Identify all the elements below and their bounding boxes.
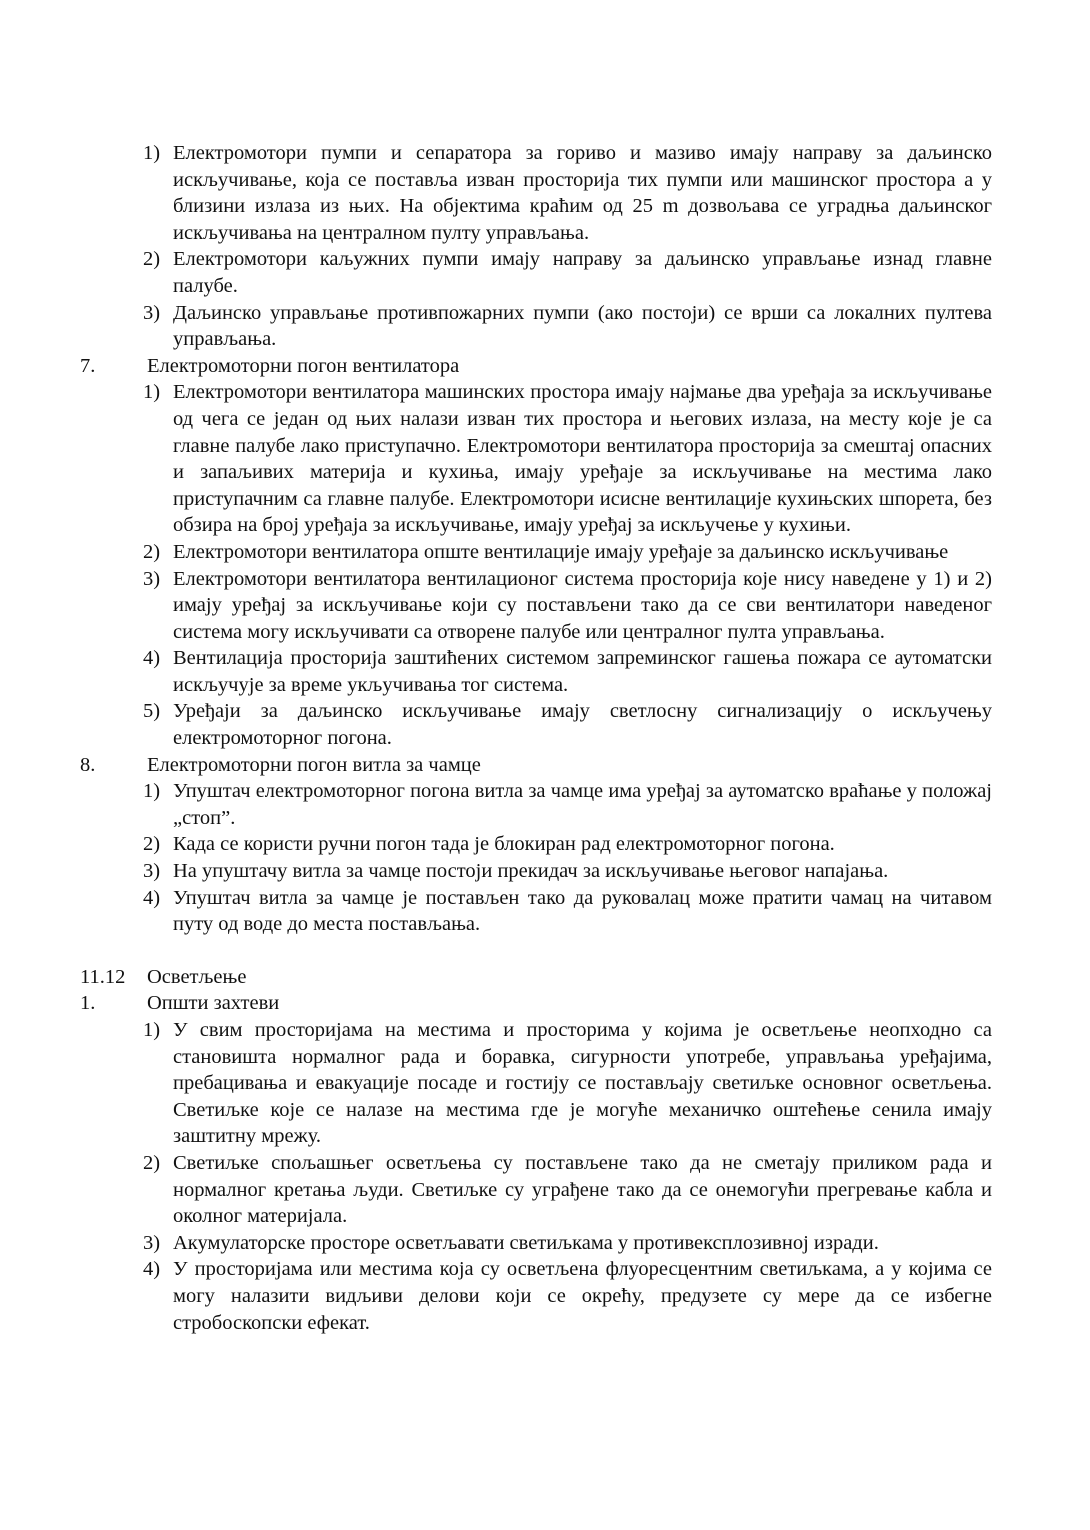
item-text: Електромотори пумпи и сепаратора за гориво и мазиво имају направу за даљинско искључивање, која се поставља изван просторија тих пумпи или машинског простора а у близини излаза из њих. На објектима краћим од 25 m дозвољава се уградња даљинског искључивања на централном пулту управљања. <box>173 142 992 244</box>
item-number: 4) <box>143 1258 161 1281</box>
item-number: 3) <box>143 567 161 590</box>
list-item <box>143 379 992 539</box>
item-text: На упуштачу витла за чамце постоји прекидач за искључивање његовог напајања. <box>173 860 889 883</box>
list-item <box>143 858 992 885</box>
document-page <box>0 140 1090 1336</box>
item-text: Упуштач електромоторног погона витла за чамце има уређај за аутоматско враћање у положај „стоп”. <box>173 780 992 829</box>
item-number: 3) <box>143 301 161 324</box>
item-number: 2) <box>143 540 161 563</box>
section-title: Општи захтеви <box>147 992 280 1015</box>
list-item <box>143 778 992 831</box>
item-number: 4) <box>143 886 161 909</box>
item-number: 1) <box>143 381 161 404</box>
section-heading <box>0 353 1090 380</box>
item-number: 1) <box>143 142 161 164</box>
item-text: Електромотори вентилатора опште вентилације имају уређаје за даљинско искључивање <box>173 540 949 563</box>
chapter-heading <box>0 964 1090 991</box>
item-number: 2) <box>143 833 161 856</box>
list-item <box>143 885 992 938</box>
chapter-number: 11.12 <box>80 965 126 988</box>
item-text: Електромотори вентилатора вентилационог система просторија које нису наведене у 1) и 2) имају уређај за искључивање који су постављени тако да се сви вентилатори наведеног система могу искључивати са отворене палубе или централног пулта управљања. <box>173 567 992 643</box>
item-text: Светиљке спољашњег осветљења су постављене тако да не сметају приликом рада и нормалног кретања људи. Светиљке су уграђене тако да се онемогући прегревање кабла и околног материјала. <box>173 1151 992 1228</box>
section-number: 8. <box>80 753 96 776</box>
list-item <box>143 1256 992 1336</box>
item-text: Електромотори вентилатора машинских простора имају најмање два уређаја за искључивање од чега се један од њих налази изван тих простора и његових излаза, на месту које је са главне палубе лако приступачно. Електромотори вентилатора просторија за смештај опасних и запаљивих материја и кухиња, имају уређаје за искључивање на местима лако приступачним са главне палубе. Електромотори исисне вентилације кухињских шпорета, без обзира на број уређаја за искључивање, имају уређај за искључење у кухињи. <box>173 381 992 537</box>
list-item <box>143 539 992 566</box>
item-number: 2) <box>143 1151 161 1174</box>
item-text: Даљинско управљање противпожарних пумпи (ако постоји) се врши са локалних пултева управљања. <box>173 301 992 351</box>
list-item <box>143 300 992 353</box>
item-number: 3) <box>143 860 161 883</box>
section-title: Електромоторни погон вентилатора <box>147 354 460 377</box>
list-item <box>143 698 992 751</box>
item-text: Упуштач витла за чамце је постављен тако да руковалац може пратити чамац на читавом путу од воде до места постављања. <box>173 886 992 936</box>
item-text: Вентилација просторија заштићених системом запреминског гашења пожара се аутоматски искључује за време укључивања тог система. <box>173 647 992 696</box>
item-text: Електромотори каљужних пумпи имају направу за даљинско управљање изнад главне палубе. <box>173 248 992 297</box>
chapter-title: Осветљење <box>147 965 247 988</box>
item-number: 2) <box>143 248 161 271</box>
list-item <box>143 1230 992 1257</box>
spacer <box>0 938 1090 964</box>
item-number: 5) <box>143 700 161 723</box>
list-item <box>143 140 992 246</box>
item-number: 1) <box>143 780 161 803</box>
item-text: У свим просторијама на местима и просторима у којима је осветљење неопходно са становишта нормалног рада и боравка, сигурности употребе, управљања уређајима, пребацивања и евакуације посаде и гостију се постављају светиљке основног осветљења. Светиљке које се налазе на местима где је могуће механичко оштећење сенила имају заштитну мрежу. <box>173 1019 992 1148</box>
section-number: 1. <box>80 992 96 1015</box>
list-item <box>143 566 992 646</box>
item-number: 4) <box>143 647 161 670</box>
section-heading <box>0 752 1090 779</box>
section-heading <box>0 990 1090 1017</box>
list-item <box>143 645 992 698</box>
item-text: Уређаји за даљинско искључивање имају светлосну сигнализацију о искључењу електромоторног погона. <box>173 700 992 750</box>
list-item <box>143 1017 992 1150</box>
item-number: 1) <box>143 1019 161 1041</box>
list-item <box>143 831 992 858</box>
item-text: Акумулаторске просторе осветљавати светиљкама у противексплозивној изради. <box>173 1231 879 1254</box>
section-title: Електромоторни погон витла за чамце <box>147 753 481 776</box>
item-text: Када се користи ручни погон тада је блокиран рад електромоторног погона. <box>173 833 835 856</box>
item-number: 3) <box>143 1231 161 1254</box>
list-item <box>143 246 992 299</box>
list-item <box>143 1150 992 1230</box>
item-text: У просторијама или местима која су осветљена флуоресцентним светиљкама, а у којима се могу налазити видљиви делови који се окрећу, предузете су мере да се избегне стробоскопски ефекат. <box>173 1258 992 1334</box>
section-number: 7. <box>80 354 96 377</box>
